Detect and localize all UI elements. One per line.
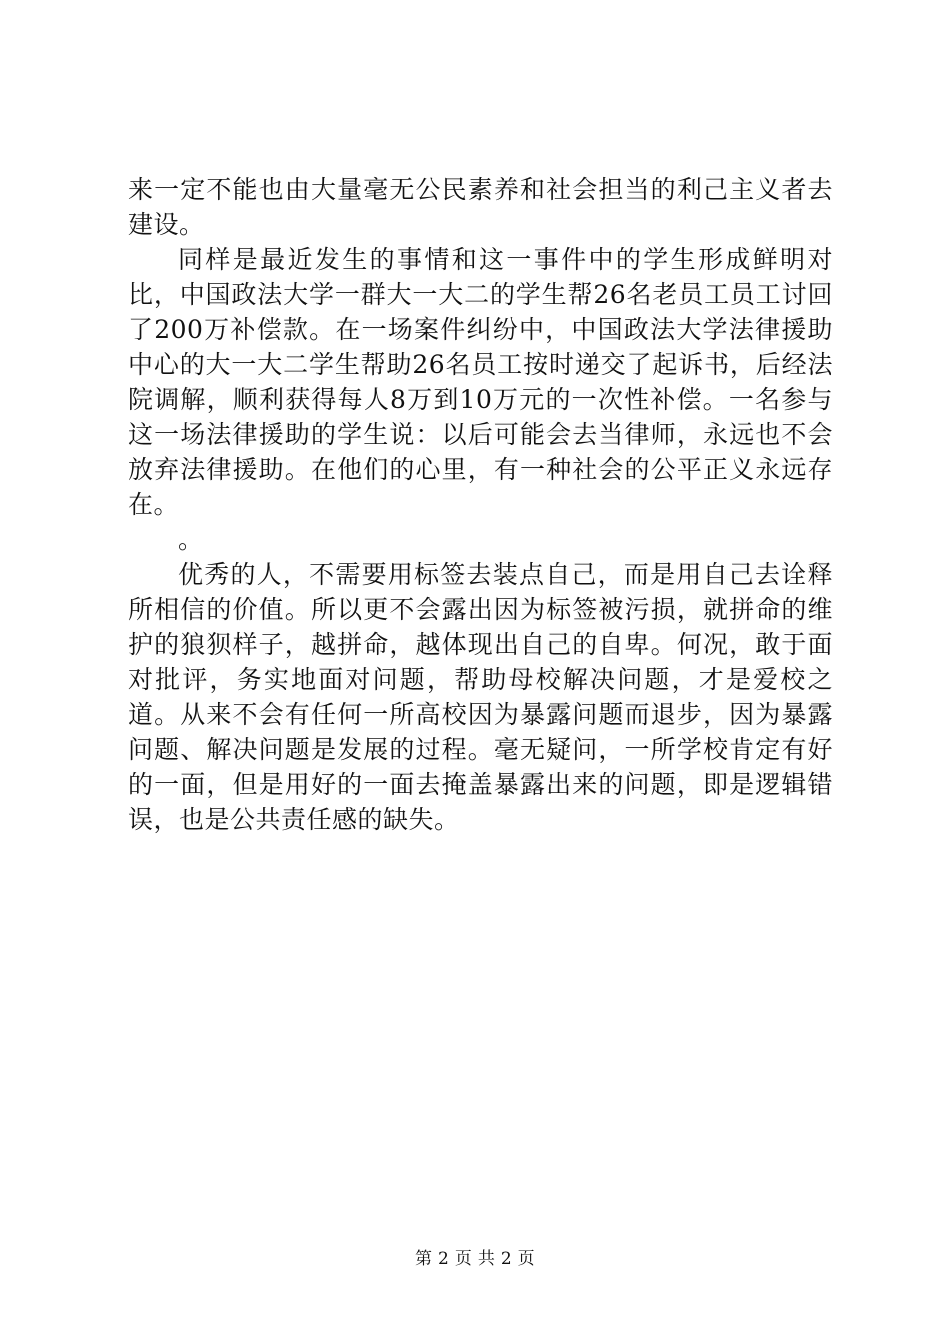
paragraph-continuation: 来一定不能也由大量毫无公民素养和社会担当的利己主义者去建设。 <box>128 175 833 239</box>
document-body <box>128 172 833 837</box>
paragraph-law-students: 同样是最近发生的事情和这一事件中的学生形成鲜明对比，中国政法大学一群大一大二的学生帮26名老员工员工讨回了200万补偿款。在一场案件纠纷中，中国政法大学法律援助中心的大一大二学生帮助26名员工按时递交了起诉书，后经法院调解，顺利获得每人8万到10万元的一次性补偿。一名参与这一场法律援助的学生说：以后可能会去当律师，永远也不会放弃法律援助。在他们的心里，有一种社会的公平正义永远存在。 <box>128 245 833 519</box>
paragraph-stray-mark: 。 <box>178 525 204 554</box>
page-number-footer: 第 2 页 共 2 页 <box>415 1249 535 1269</box>
paragraph-excellent-people: 优秀的人，不需要用标签去装点自己，而是用自己去诠释所相信的价值。所以更不会露出因为标签被污损，就拼命的维护的狼狈样子，越拼命，越体现出自己的自卑。何况，敢于面对批评，务实地面对问题，帮助母校解决问题，才是爱校之道。从来不会有任何一所高校因为暴露问题而退步，因为暴露问题、解决问题是发展的过程。毫无疑问，一所学校肯定有好的一面，但是用好的一面去掩盖暴露出来的问题，即是逻辑错误，也是公共责任感的缺失。 <box>128 560 833 834</box>
